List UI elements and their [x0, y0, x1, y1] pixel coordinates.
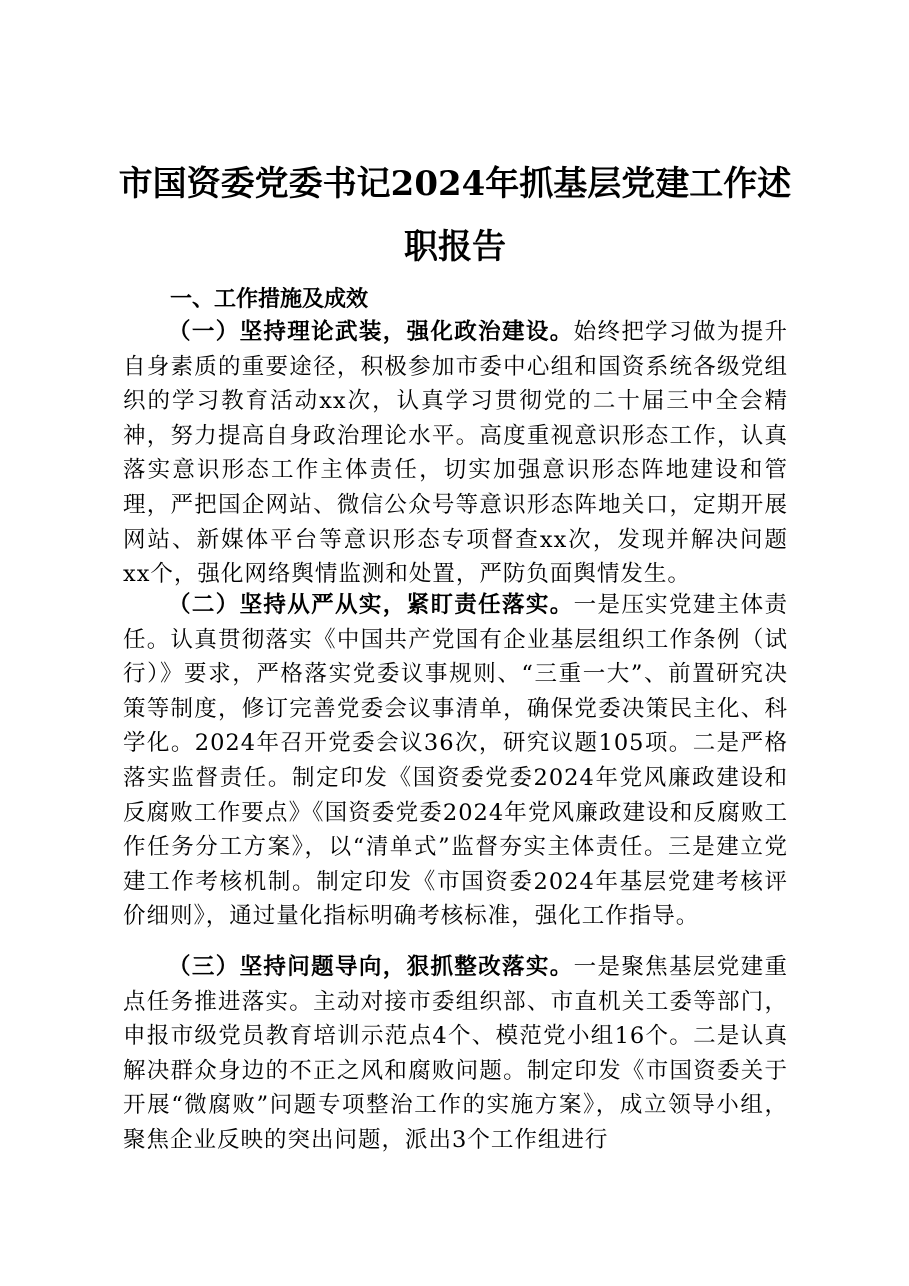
paragraph-1-lead: （一）坚持理论武装，强化政治建设。 [168, 319, 574, 345]
paragraph-1-body: 始终把学习做为提升自身素质的重要途径，积极参加市委中心组和国资系统各级党组织的学习教育活动xx次，认真学习贯彻党的二十届三中全会精神，努力提高自身政治理论水平。高度重视意识形态工作，认真落实意识形态工作主体责任，切实加强意识形态阵地建设和管理，严把国企网站、微信公众号等意识形态阵地关口，定期开展网站、新媒体平台等意识形态专项督查xx次，发现并解决问题xx个，强化网络舆情监测和处置，严防负面舆情发生。 [123, 319, 788, 588]
document-title-line-2: 职报告 [404, 227, 506, 267]
paragraph-2-body: 一是压实党建主体责任。认真贯彻落实《中国共产党国有企业基层组织工作条例（试行）》要求，严格落实党委议事规则、“三重一大”、前置研究决策等制度，修订完善党委会议事清单，确保党委决策民主化、科学化。2024年召开党委会议36次，研究议题105项。二是严格落实监督责任。制定印发《国资委党委2024年党风廉政建设和反腐败工作要点》《国资委党委2024年党风廉政建设和反腐败工作任务分工方案》，以“清单式”监督夯实主体责任。三是建立党建工作考核机制。制定印发《市国资委2024年基层党建考核评价细则》，通过量化指标明确考核标准，强化工作指导。 [123, 592, 788, 930]
paragraph-3-body: 一是聚焦基层党建重点任务推进落实。主动对接市委组织部、市直机关工委等部门，申报市级党员教育培训示范点4个、模范党小组16个。二是认真解决群众身边的不正之风和腐败问题。制定印发《市国资委关于开展“微腐败”问题专项整治工作的实施方案》，成立领导小组，聚焦企业反映的突出问题，派出3个工作组进行 [123, 954, 788, 1153]
paragraph-2-lead: （二）坚持从严从实，紧盯责任落实。 [168, 592, 574, 618]
document-title-line-1: 市国资委党委书记2024年抓基层党建工作述 [118, 164, 792, 204]
section-heading: 一、工作措施及成效 [170, 287, 369, 312]
paragraph-3-lead: （三）坚持问题导向，狠抓整改落实。 [168, 954, 574, 980]
paragraph-1 [123, 315, 788, 592]
paragraph-3 [123, 950, 788, 1158]
paragraph-2 [123, 588, 788, 934]
